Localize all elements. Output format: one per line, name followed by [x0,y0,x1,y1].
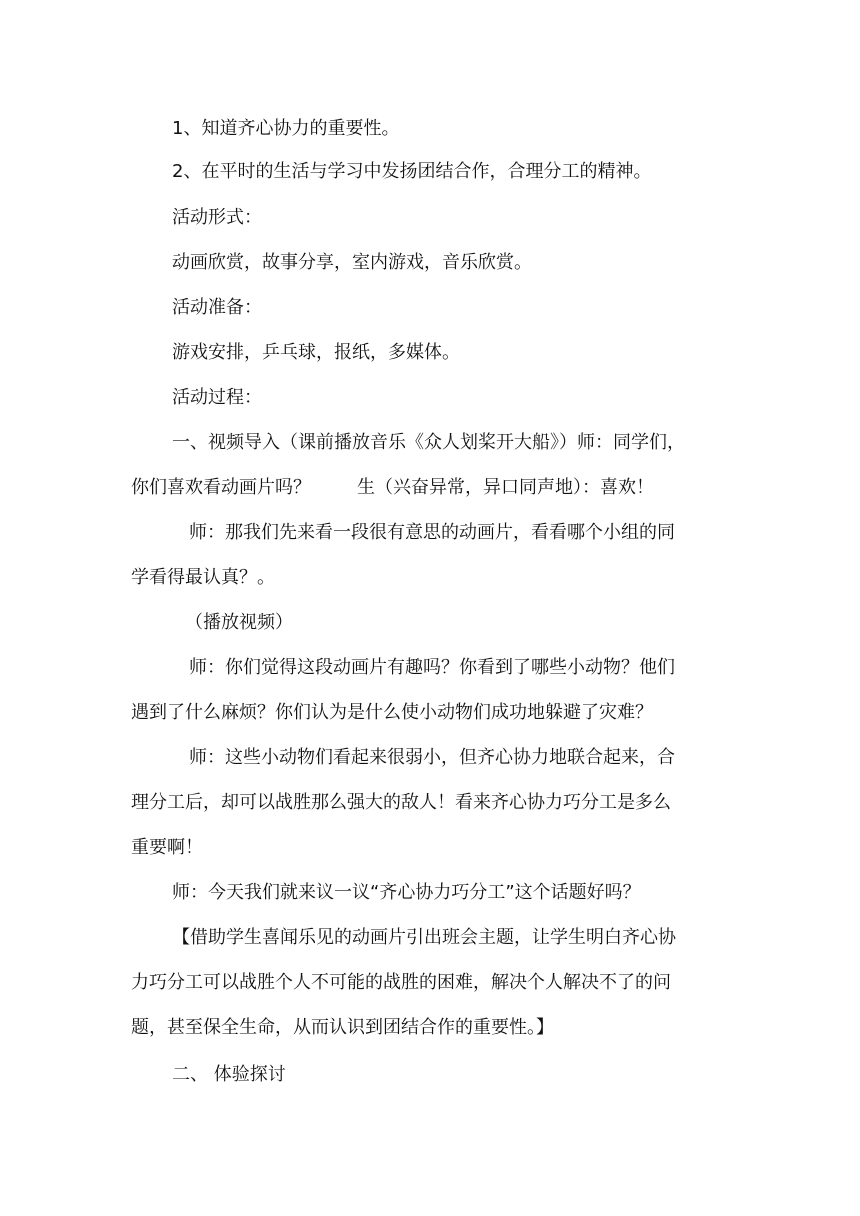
teacher2-line2: 遇到了什么麻烦？你们认为是什么使小动物们成功地躲避了灾难？ [131,702,653,723]
section1-line1: 一、视频导入（课前播放音乐《众人划桨开大船》）师：同学们， [172,432,685,453]
teacher3-line3: 重要啊！ [131,837,203,858]
objective-1: 1、知道齐心协力的重要性。 [172,118,400,139]
teacher4: 师：今天我们就来议一议“齐心协力巧分工”这个话题好吗？ [172,882,641,903]
section1-line2-answer: 生（兴奋异常，异口同声地）：喜欢！ [357,477,654,498]
prep-heading: 活动准备： [172,297,262,318]
teacher1-line2: 学看得最认真？。 [131,567,275,588]
form-heading: 活动形式： [172,207,262,228]
section2-heading: 二、 体验探讨 [172,1064,286,1085]
teacher3-line1: 师：这些小动物们看起来很弱小，但齐心协力地联合起来，合 [189,747,675,768]
teacher2-line1: 师：你们觉得这段动画片有趣吗？你看到了哪些小动物？他们 [189,657,675,678]
teacher1-line1: 师：那我们先来看一段很有意思的动画片，看看哪个小组的同 [189,522,675,543]
teacher3-line2: 理分工后，却可以战胜那么强大的敌人！看来齐心协力巧分工是多么 [131,792,671,813]
section1-line2-question: 你们喜欢看动画片吗？ [131,477,311,498]
objective-2: 2、在平时的生活与学习中发扬团结合作，合理分工的精神。 [172,161,652,182]
note-line1: 【借助学生喜闻乐见的动画片引出班会主题，让学生明白齐心协 [172,927,676,948]
play-video: （播放视频） [185,612,293,633]
form-content: 动画欣赏，故事分享，室内游戏，音乐欣赏。 [172,252,532,273]
note-line2: 力巧分工可以战胜个人不可能的战胜的困难，解决个人解决不了的问 [131,972,671,993]
note-line3: 题，甚至保全生命，从而认识到团结合作的重要性。】 [131,1017,554,1038]
process-heading: 活动过程： [172,387,262,408]
prep-content: 游戏安排，乒乓球，报纸，多媒体。 [172,342,460,363]
